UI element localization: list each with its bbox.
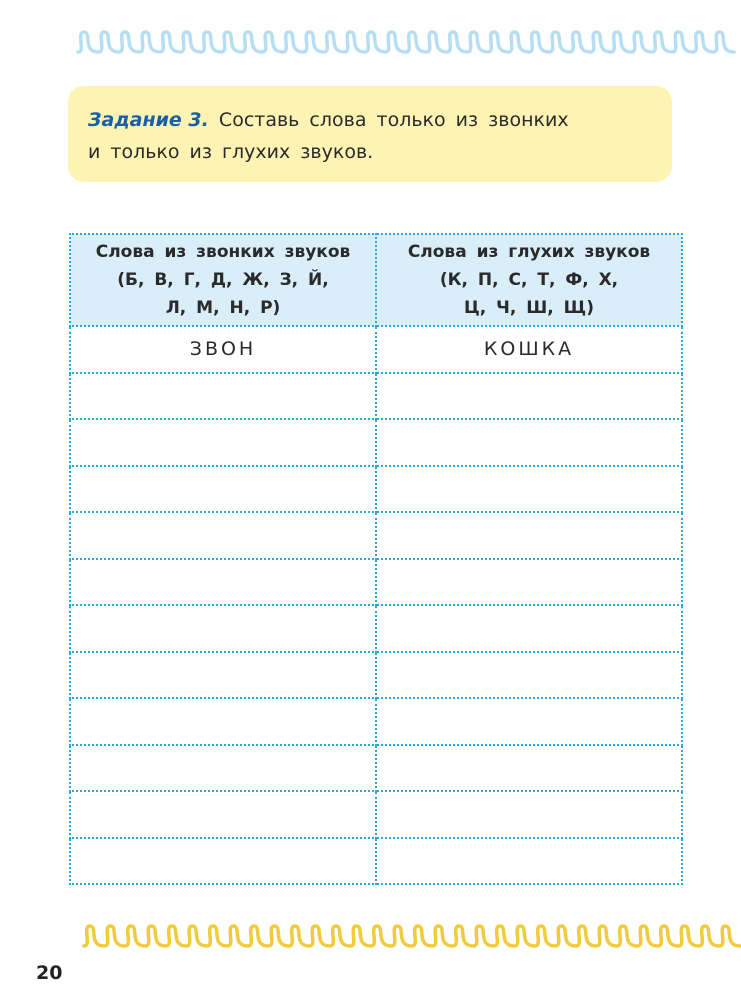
voiceless-word-cell[interactable] — [376, 652, 682, 699]
table-row — [70, 652, 682, 699]
voiced-word-cell[interactable] — [70, 419, 376, 466]
task-box — [68, 86, 672, 182]
voiced-word-cell[interactable] — [70, 745, 376, 792]
bottom-loop-border — [0, 920, 741, 956]
task-line-1 — [88, 104, 652, 136]
task-label: Задание 3. — [88, 109, 209, 131]
table-row — [70, 745, 682, 792]
header-voiceless-line: (К, П, С, Т, Ф, Х, — [439, 270, 619, 290]
task-text-line-1: Составь слова только из звонких — [218, 109, 569, 131]
header-voiced-line: (Б, В, Г, Д, Ж, З, Й, — [117, 270, 329, 290]
table-row — [70, 838, 682, 885]
task-line-2: и только из глухих звуков. — [88, 141, 374, 163]
voiceless-word-cell[interactable] — [376, 698, 682, 745]
voiceless-word-cell[interactable] — [376, 512, 682, 559]
table-row — [70, 698, 682, 745]
voiced-word-cell[interactable] — [70, 466, 376, 513]
table-row — [70, 466, 682, 513]
voiceless-word-cell[interactable] — [376, 791, 682, 838]
voiceless-word-cell[interactable] — [376, 373, 682, 420]
header-voiceless-words — [376, 234, 682, 326]
table-row — [70, 326, 682, 373]
example-voiced-word: ЗВОН — [70, 326, 376, 373]
example-voiceless-word: КОШКА — [376, 326, 682, 373]
voiceless-word-cell[interactable] — [376, 838, 682, 885]
header-voiceless-line: Ц, Ч, Ш, Щ) — [464, 298, 594, 318]
header-voiced-line: Л, М, Н, Р) — [165, 298, 281, 318]
top-loop-border — [0, 26, 741, 62]
voiceless-word-cell[interactable] — [376, 419, 682, 466]
voiced-word-cell[interactable] — [70, 791, 376, 838]
page-number: 20 — [36, 962, 63, 984]
header-voiceless-line: Слова из глухих звуков — [407, 242, 651, 262]
table-row — [70, 373, 682, 420]
header-voiced-words — [70, 234, 376, 326]
voiced-word-cell[interactable] — [70, 652, 376, 699]
voiced-word-cell[interactable] — [70, 605, 376, 652]
voiced-word-cell[interactable] — [70, 373, 376, 420]
words-table — [69, 233, 683, 885]
voiceless-word-cell[interactable] — [376, 466, 682, 513]
table-header-row — [70, 234, 682, 326]
voiced-word-cell[interactable] — [70, 838, 376, 885]
voiceless-word-cell[interactable] — [376, 745, 682, 792]
table-row — [70, 512, 682, 559]
table-row — [70, 791, 682, 838]
table-row — [70, 559, 682, 606]
voiced-word-cell[interactable] — [70, 559, 376, 606]
voiceless-word-cell[interactable] — [376, 559, 682, 606]
header-voiced-line: Слова из звонких звуков — [95, 242, 351, 262]
table-row — [70, 605, 682, 652]
voiced-word-cell[interactable] — [70, 698, 376, 745]
table-row — [70, 419, 682, 466]
voiced-word-cell[interactable] — [70, 512, 376, 559]
voiceless-word-cell[interactable] — [376, 605, 682, 652]
